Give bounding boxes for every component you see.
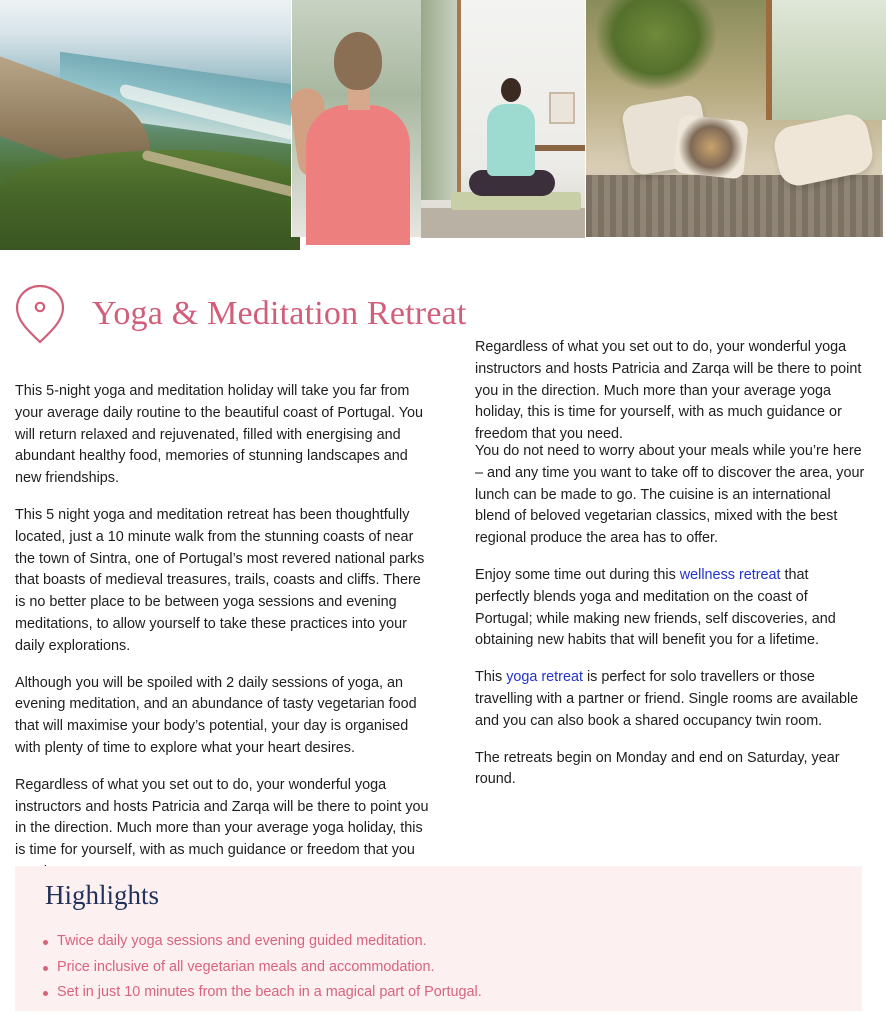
description-column-left [15,381,433,859]
highlights-box [15,866,862,1011]
paragraph: The retreats begin on Monday and end on Saturday, year round. [475,749,840,788]
description-column-right [475,339,865,819]
location-pin-icon [14,283,66,345]
paragraph-continued-text: Regardless of what you set out to do, your wonderful yoga instructors and hosts Patricia and Zarqa will be there to point you in the direction. Much more than your average yoga holiday, this is time for yourself, with as much guidance or freedom that you need. [475,339,862,443]
page-title: Yoga & Meditation Retreat [92,295,467,332]
coastline-photo [0,0,291,237]
yoga-retreat-link[interactable]: yoga retreat [506,669,583,686]
text: This [475,669,507,686]
yoga-back-photo [291,0,421,237]
highlight-item [45,929,832,955]
highlights-list [45,929,832,1006]
cushion-room-photo [585,0,882,237]
paragraph: You do not need to worry about your meals while you’re here – and any time you want to take off to discover the area, your lunch can be made to go. The cuisine is an international blend of beloved vegetarian classics, mixed with the best regional produce the area has to offer. [475,443,865,547]
highlight-text: Twice daily yoga sessions and evening guided meditation. [57,933,427,949]
paragraph: Regardless of what you set out to do, your wonderful yoga instructors and hosts Patricia and Zarqa will be there to point you in the direction. Much more than your average yoga holiday, this is time for yourself, with as much guidance or freedom that you [15,776,429,859]
highlight-item [45,955,832,981]
text: is perfect for solo travellers or those travelling with a partner or friend. Single rooms are available and you can also book a shared occupancy twin room. [475,669,859,729]
highlight-text: Set in just 10 minutes from the beach in a magical part of Portugal. [57,984,482,1000]
text: that perfectly blends yoga and meditation on the coast of Portugal; while making new friends, self discoveries, and obtaining new habits that will benefit you for a lifetime. [475,566,836,649]
bullet-icon [43,966,48,971]
paragraph [475,667,865,732]
highlights-heading: Highlights [45,880,160,910]
paragraph: This 5-night yoga and meditation holiday will take you far from your average daily routine to the beautiful coast of Portugal. You will return relaxed and rejuvenated, filled with energising and abundant healthy food, memories of stunning landscapes and new friendships. [15,383,424,487]
hero-gallery [0,0,882,237]
bullet-icon [43,991,48,996]
paragraph: Although you will be spoiled with 2 daily sessions of yoga, an evening meditation, and an abundance of tasty vegetarian food that will maximise your body’s potential, your day is organised with plenty of time to explore what your heart desires. [15,674,417,756]
text: Enjoy some time out during this [475,566,680,583]
description [15,339,865,859]
bullet-icon [43,940,48,945]
paragraph: This 5 night yoga and meditation retreat has been thoughtfully located, just a 10 minute walk from the stunning coasts of near the town of Sintra, one of Portugal’s most revered national parks that boasts of medieval treasures, trails, coasts and cliffs. There is no better place to be between yoga sessions and evening meditations, to allow yourself to take these practices into your daily explorations. [15,506,425,654]
highlight-text: Price inclusive of all vegetarian meals and accommodation. [57,958,435,975]
wellness-retreat-link[interactable]: wellness retreat [679,566,781,583]
paragraph [475,565,865,652]
meditation-photo [421,0,585,237]
paragraph-continued [475,339,865,443]
highlight-item [45,980,832,1006]
